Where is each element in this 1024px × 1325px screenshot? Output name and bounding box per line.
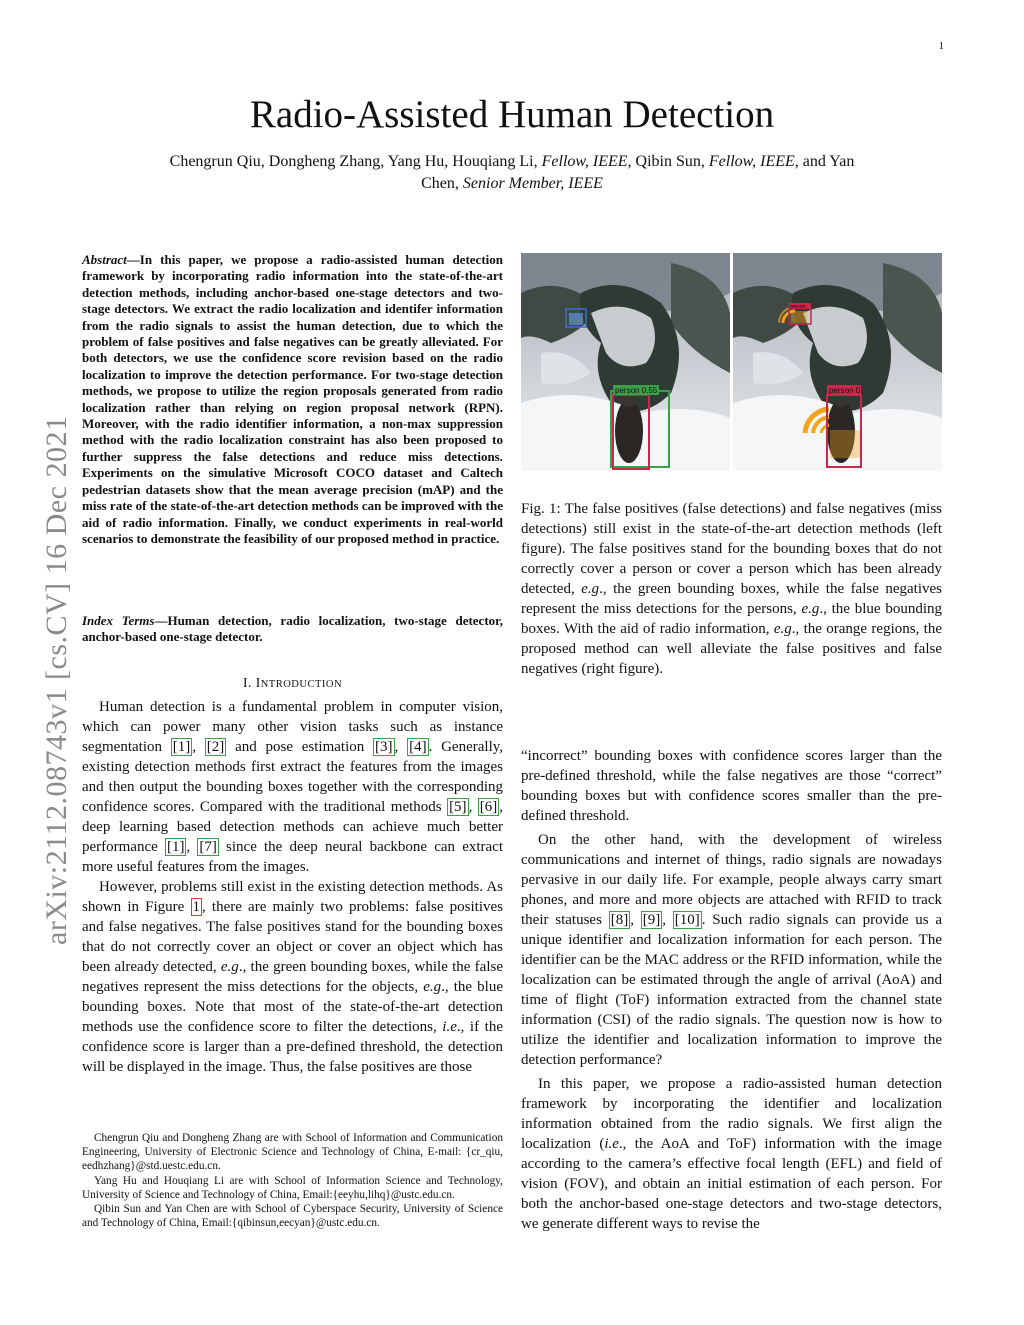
footnotes bbox=[82, 1131, 503, 1230]
citation-link[interactable]: [2] bbox=[206, 739, 225, 755]
figure-panel-detection-baseline bbox=[521, 253, 730, 471]
citation-link[interactable]: [5] bbox=[449, 799, 467, 815]
citation-link[interactable]: [4] bbox=[409, 739, 427, 755]
author-list: Chengrun Qiu, Dongheng Zhang, Yang Hu, Houqiang Li, Fellow, IEEE, Qibin Sun, Fellow, IEEE, and Yan Chen, Senior Member, IEEE bbox=[169, 153, 855, 192]
index-terms bbox=[82, 613, 503, 646]
figure-reference-link[interactable]: 1 bbox=[192, 899, 200, 915]
footnote: Chengrun Qiu and Dongheng Zhang are with School of Information and Communication Engineering, University of Electronic Science and Technology of China, E-mail: {cr_qiu, eedhzhang}@std.uestc.edu.cn. bbox=[82, 1132, 503, 1173]
citation-link[interactable]: [8] bbox=[610, 912, 629, 928]
citation-link[interactable]: [10] bbox=[674, 912, 700, 928]
index-terms-label: Index Terms bbox=[82, 613, 155, 628]
citation-link[interactable]: [1] bbox=[172, 739, 191, 755]
citation-link[interactable]: [6] bbox=[479, 799, 498, 815]
index-terms-text: —Human detection, radio localization, two-stage detector, anchor-based one-stage detector. bbox=[82, 613, 503, 645]
paragraph: On the other hand, with the development of wireless communications and internet of things, radio signals are nowadays pervasive in our daily life. For example, people always carry smart phones, and more and more objects are attached with RFID to track their statuses [8] , [9] , [10] . Such radio signals can provide us a unique identifier and localization information for each person. The identifier can be the MAC address or the RFID information, while the localization can be estimated through the angle of arrival (AoA) and time of flight (ToF) information extracted from the channel state information (CSI) of the radio signals. The question now is how to utilize the identifier and localization information to improve the detection performance? bbox=[521, 832, 943, 1068]
footnote: Qibin Sun and Yan Chen are with School of Cyberspace Security, University of Science and Technology of China, Email:{qibinsun,eecyan}@ustc.edu.cn. bbox=[82, 1203, 503, 1230]
footnote: Yang Hu and Houqiang Li are with School of Information Science and Technology, University of Science and Technology of China, Email:{eeyhu,lihq}@ustc.edu.cn. bbox=[82, 1174, 503, 1201]
figure-1-caption: Fig. 1: The false positives (false detections) and false negatives (miss detections) still exist in the state-of-the-art detection methods (left figure). The false positives stand for the bounding boxes that do not correctly cover a person or cover a person which has been already detected, e.g., the green bounding boxes, while the false negatives represent the miss detections for the persons, e.g., the blue bounding boxes. With the aid of radio information, e.g., the orange regions, the proposed method can well alleviate the false positives and false negatives (right figure). bbox=[521, 501, 942, 677]
citation-link[interactable]: [7] bbox=[199, 839, 217, 855]
right-column-text bbox=[521, 746, 942, 1234]
citation-link[interactable]: [3] bbox=[375, 739, 393, 755]
section-heading-introduction: I. INTRODUCTION bbox=[242, 675, 343, 690]
abstract-label: Abstract bbox=[82, 252, 127, 267]
paragraph: Human detection is a fundamental problem in computer vision, which can power many other vision tasks such as instance segmentation [1] , [2] and pose estimation [3] , [4] . Generally, existing detection methods first extract the features from the images and then output the bounding boxes together with the corresponding confidence scores. Compared with the traditional methods [5] , [6] , deep learning based detection methods can achieve much better performance [1] , [7] since the deep neural backbone can extract more useful features from the images. bbox=[82, 699, 504, 875]
snow-scene-photo bbox=[521, 253, 730, 471]
page-number: 1 bbox=[938, 40, 944, 52]
citation-link[interactable]: [1] bbox=[166, 839, 185, 855]
paragraph: However, problems still exist in the existing detection methods. As shown in Figure 1 , there are mainly two problems: false positives and false negatives. The false positives stand for the bounding boxes that do not correctly cover an object or cover an object which has been already detected, e.g., the green bounding boxes, while the false negatives represent the miss detections for the objects, e.g., the blue bounding boxes. Note that most of the state-of-the-art detection methods use the confidence score to filter the detections, i.e., if the confidence score is larger than a pre-defined threshold, the detection will be displayed in the image. Thus, the false positives are those bbox=[82, 879, 504, 1075]
paragraph: “incorrect” bounding boxes with confidence scores larger than the pre-defined threshold, while the false negatives are those “correct” bounding boxes but with confidence scores smaller than the pre-defined threshold. bbox=[521, 748, 942, 824]
figure-panel-radio-assisted bbox=[733, 253, 942, 471]
arxiv-identifier[interactable]: arXiv:2112.08743v1 [cs.CV] 16 Dec 2021 bbox=[40, 415, 73, 945]
detection-label: person bbox=[790, 304, 806, 310]
citation-link[interactable]: [9] bbox=[642, 912, 661, 928]
figure-1 bbox=[521, 253, 942, 471]
detection-label: person 0. bbox=[829, 386, 863, 395]
abstract-text: —In this paper, we propose a radio-assisted human detection framework by incorporating radio information into the state-of-the-art detection methods, including anchor-based one-stage detectors and two-stage detectors. We extract the radio localization and identifer information from the radio signals to assist the human detection, due to which the problem of false positives and false negatives can be greatly alleviated. For both detectors, we use the confidence score revision based on the radio localization to improve the detection performance. For two-stage detection methods, we propose to utilize the region proposals generated from radio localization rather than relying on region proposal network (RPN). Moreover, with the radio identifier information, a non-max suppression method with the radio localization constraint has also been proposed to further suppress the false detections and reduce miss detections. Experiments on the simulative Microsoft COCO dataset and Caltech pedestrian datasets show that the mean average precision (mAP) and the miss rate of the state-of-the-art detection methods can be improved with the aid of radio information. Finally, we conduct experiments in real-world scenarios to demonstrate the feasibility of our proposed method in practice. bbox=[82, 252, 503, 546]
paragraph: In this paper, we propose a radio-assisted human detection framework by incorporating the identifier and localization information obtained from the radio signals. We first align the localization (i.e., the AoA and ToF) information with the image according to the camera’s effective focal length (EFL) and field of vision (FOV), and obtain an initial estimation of each person. For both the anchor-based one-stage detectors and two-stage detectors, we generate different ways to revise the bbox=[521, 1076, 943, 1232]
abstract bbox=[82, 252, 503, 547]
introduction-text bbox=[82, 697, 503, 1077]
snow-scene-photo bbox=[733, 253, 942, 471]
detection-label: person 0.55 bbox=[615, 386, 658, 395]
paper-title: Radio-Assisted Human Detection bbox=[249, 93, 775, 136]
